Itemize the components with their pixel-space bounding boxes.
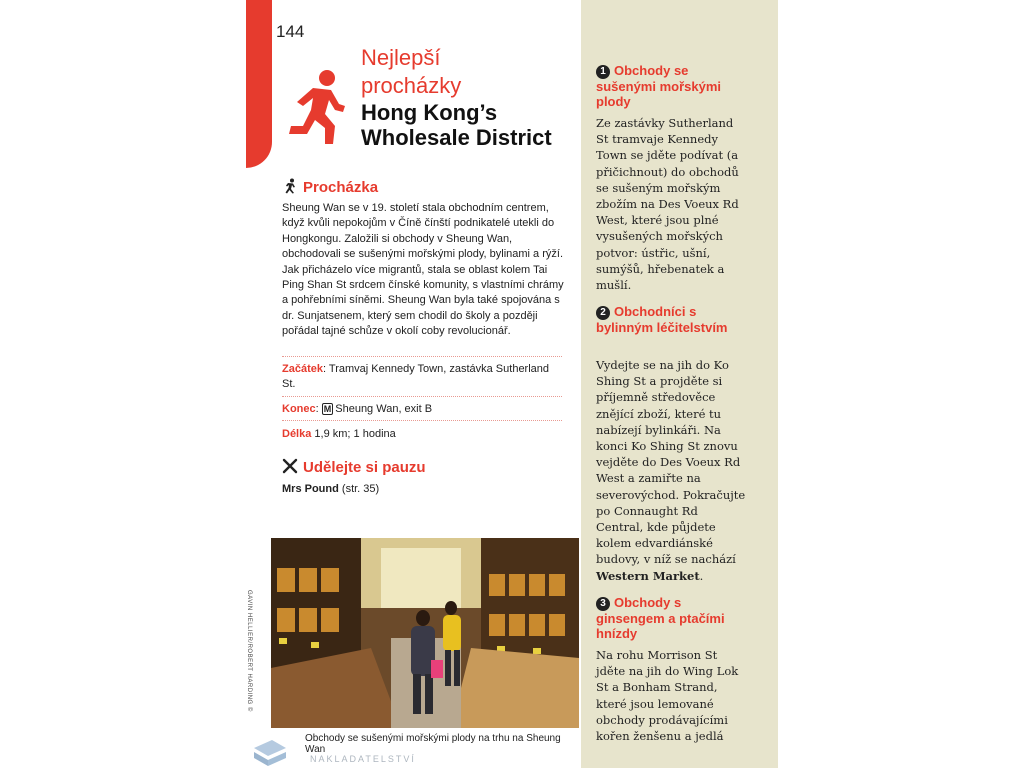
stop-3-title: 3 Obchody s ginsengem a ptačími hnízdy [596, 595, 725, 641]
market-photo [271, 538, 579, 728]
walking-person-icon [283, 68, 349, 148]
title-prefix: Nejlepší procházky [361, 45, 462, 98]
walk-heading: Procházka [282, 178, 378, 196]
walk-description: Sheung Wan se v 19. století stala obchodním centrem, když kvůli nepokojům v Číně čínští podnikatelé utekli do Hongkongu. Založili si obchody v Sheung Wan, obchodovali se sušenými mořskými plody, bylinami a rýží. Jak přicházelo více migrantů, stala se oblast kolem Tai Ping Shan St srdcem čínské komunity, s vlastními chrámy a pohřebními síněmi. Sheung Wan byla také spojována s dr. Sunjatsenem, který sem chodil do školy a později pořádal tajné schůze v okolí coby revolucionář. [282, 202, 564, 338]
cutlery-icon [282, 458, 298, 474]
stop-2-text: Vydejte se na jih do Ko Shing St a projděte si příjemně středověce znějící zboží, které tu nabízejí bylinkáři. Na konci Ko Shing St znovu vejděte do Des Voeux Rd West a zamiřte na severovýchod. Pokračujte po Connaught Rd Central, kde půjdete kolem edvardiánské budovy, v níž se nachází Western Market. [596, 358, 746, 583]
photo-caption: Obchody se sušenými mořskými plody na trhu na Sheung Wan [305, 733, 561, 755]
walk-end: Konec: M Sheung Wan, exit B [282, 403, 433, 415]
publisher-watermark [250, 722, 440, 768]
divider [282, 396, 562, 397]
chapter-tab [246, 0, 272, 168]
page-number: 144 [276, 22, 305, 41]
page-title: Hong Kong’s Wholesale District [361, 100, 552, 150]
walk-start: Začátek: Tramvaj Kennedy Town, zastávka Sutherland St. [282, 363, 550, 390]
divider [282, 356, 562, 357]
stop-1-text: Ze zastávky Sutherland St tramvaje Kennedy Town se jděte podívat (a přičichnout) do obchodů se sušeným mořským zbožím na Des Voeux Rd West, které jsou plné vysušených mořských potvor: ústřic, ušní, sumýšů, hřebenatek a mušlí. [596, 116, 739, 293]
photo-credit: GAVIN HELLIER/ROBERT HARDING © [246, 590, 252, 712]
walking-person-icon [282, 178, 298, 194]
walk-length: Délka 1,9 km; 1 hodina [282, 428, 396, 440]
divider [282, 420, 562, 421]
metro-icon: M [323, 404, 332, 414]
stop-3-text: Na rohu Morrison St jděte na jih do Wing Lok St a Bonham Strand, které jsou lemované obchody prodávajícími kořen ženšenu a jedlá [596, 648, 739, 744]
svg-text:NAKLADATELSTVÍ: NAKLADATELSTVÍ [310, 754, 416, 764]
break-place: Mrs Pound (str. 35) [282, 483, 380, 495]
stop-1-title: 1 Obchody se sušenými mořskými plody [596, 63, 722, 109]
stop-2-title: 2 Obchodníci s bylinným léčitelstvím [596, 304, 728, 335]
break-heading: Udělejte si pauzu [282, 458, 426, 476]
